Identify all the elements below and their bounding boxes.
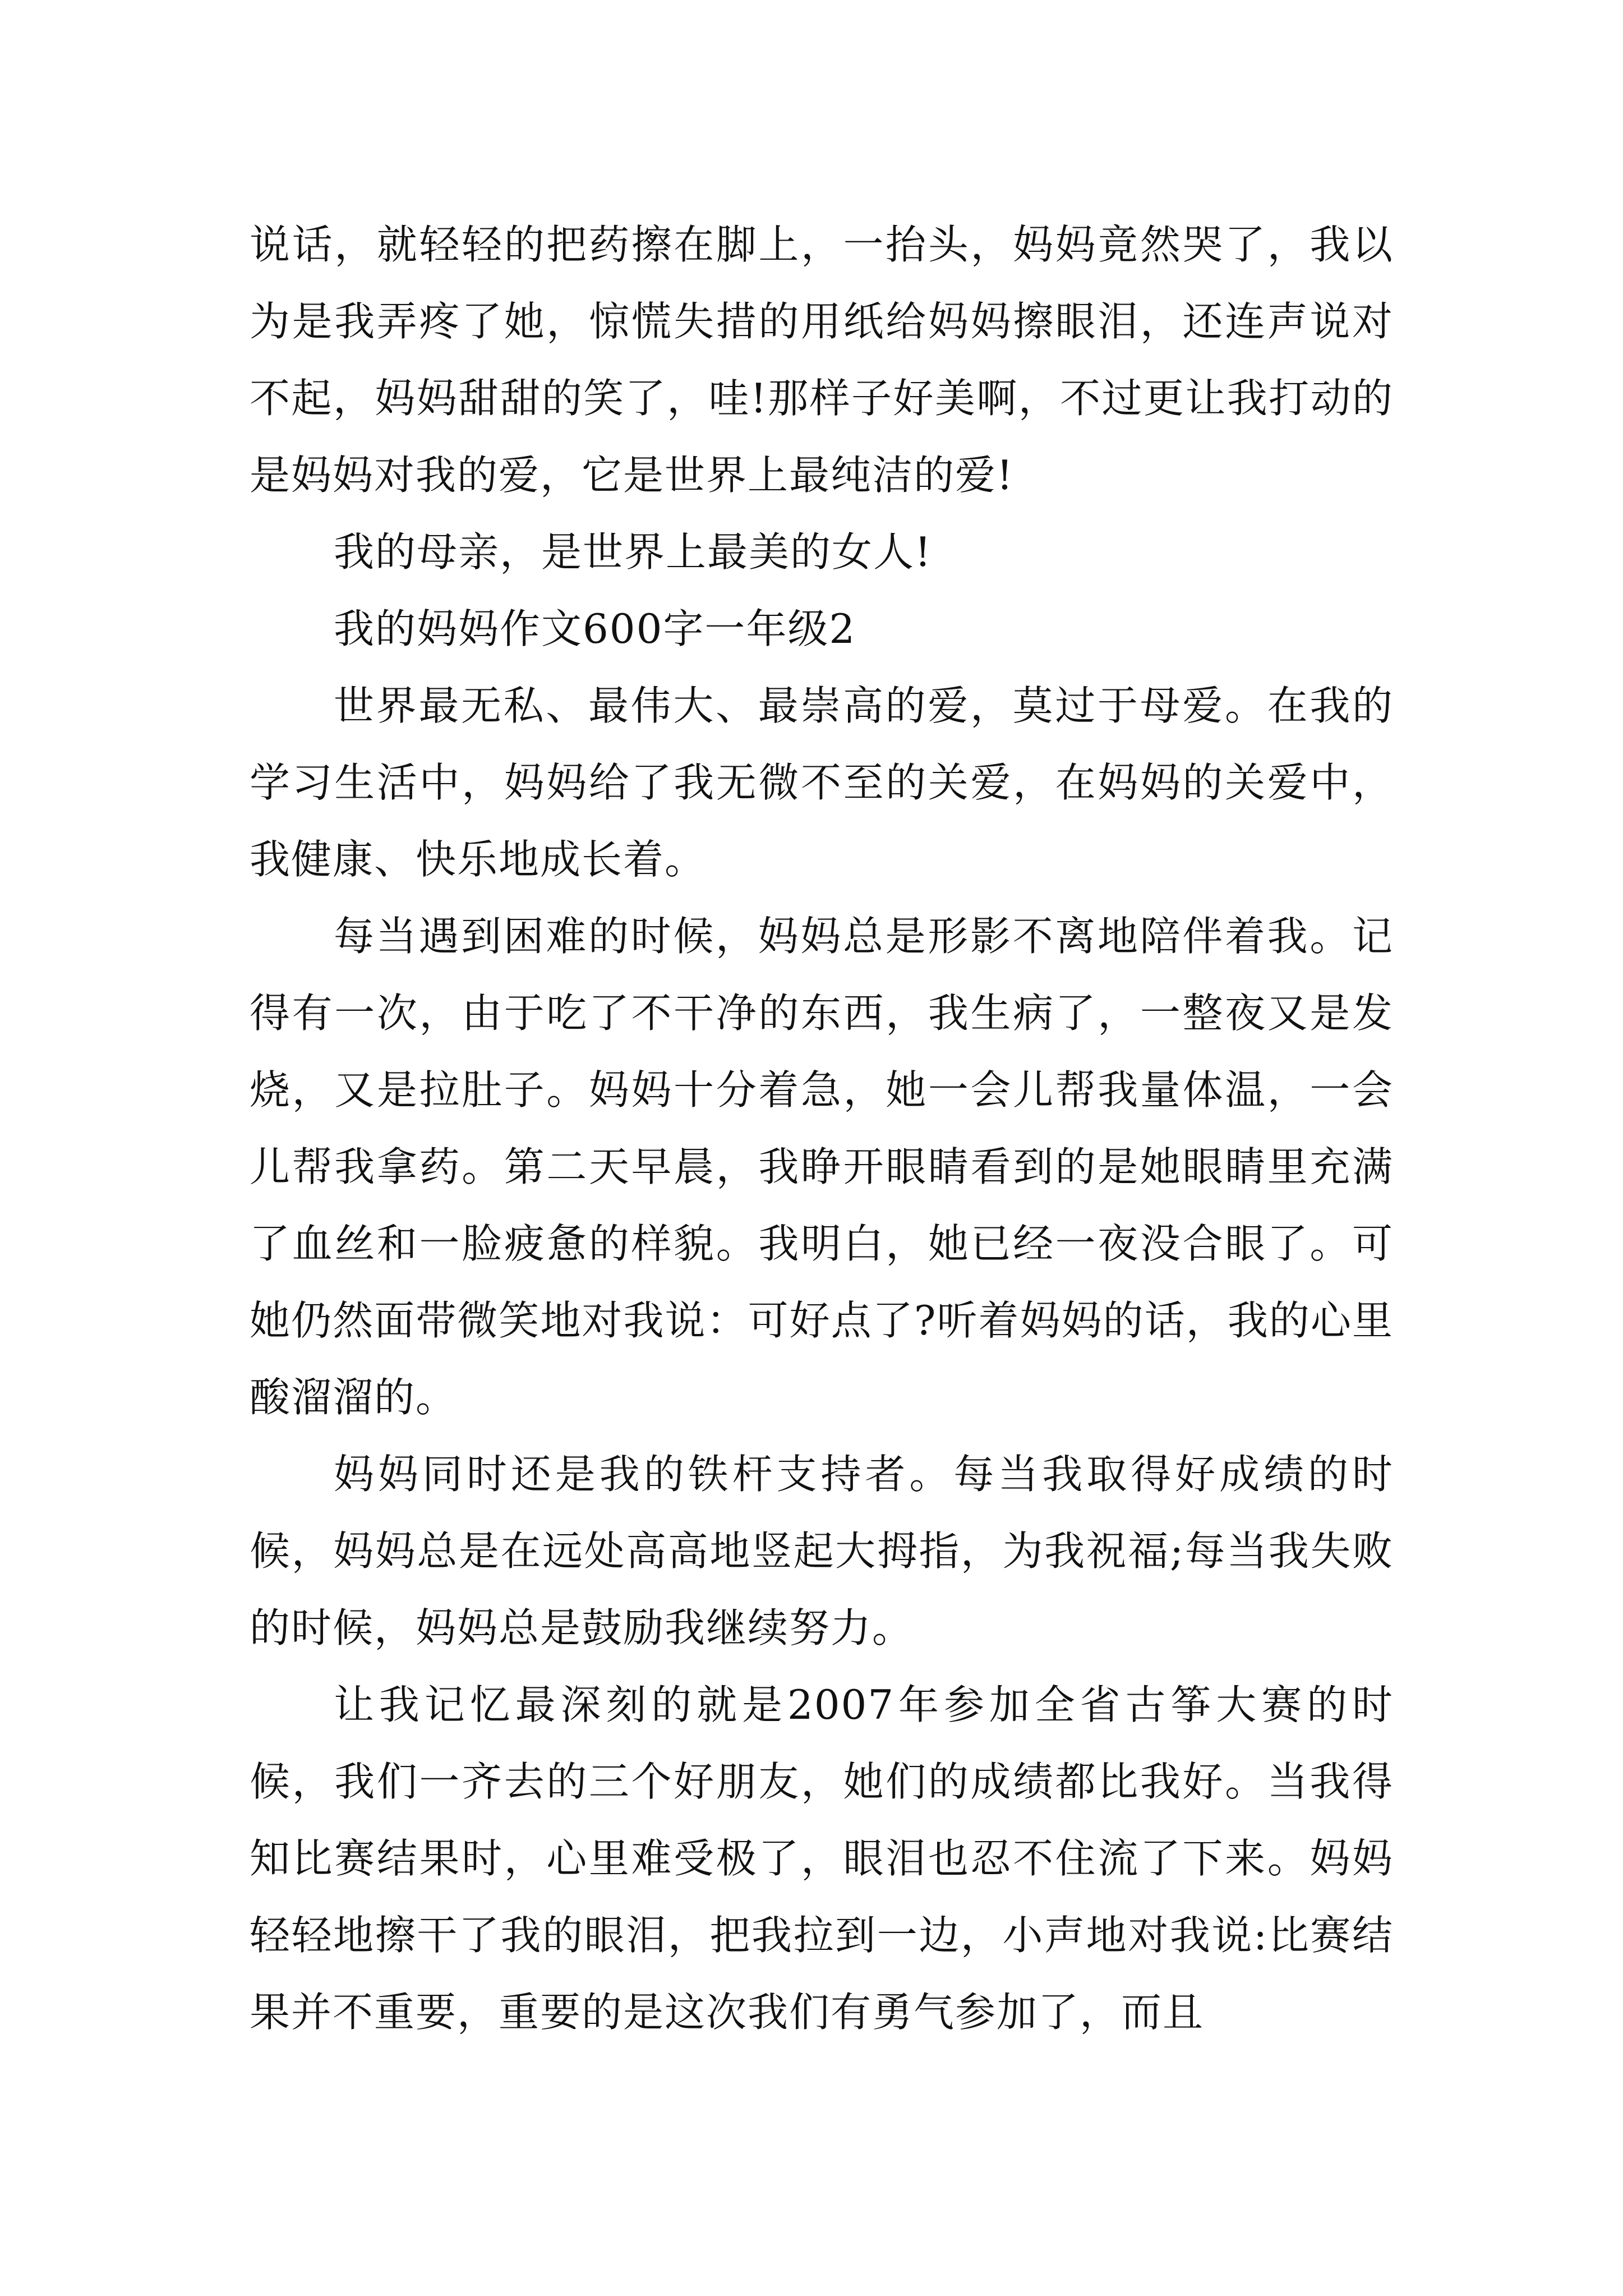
paragraph-1: 说话，就轻轻的把药擦在脚上，一抬头，妈妈竟然哭了，我以为是我弄疼了她，惊慌失措的用纸给妈妈擦眼泪，还连声说对不起，妈妈甜甜的笑了，哇!那样子好美啊，不过更让我打动的是妈妈对我的爱，它是世界上最纯洁的爱! — [250, 221, 1394, 499]
paragraph-4: 每当遇到困难的时候，妈妈总是形影不离地陪伴着我。记得有一次，由于吃了不干净的东西，我生病了，一整夜又是发烧，又是拉肚子。妈妈十分着急，她一会儿帮我量体温，一会儿帮我拿药。第二天早晨，我睁开眼睛看到的是她眼睛里充满了血丝和一脸疲惫的样貌。我明白，她已经一夜没合眼了。可她仍然面带微笑地对我说：可好点了?听着妈妈的话，我的心里酸溜溜的。 — [250, 913, 1394, 1421]
paragraph-2: 我的母亲，是世界上最美的女人! — [334, 528, 932, 576]
paragraph-6: 让我记忆最深刻的就是2007年参加全省古筝大赛的时候，我们一齐去的三个好朋友，她们的成绩都比我好。当我得知比赛结果时，心里难受极了，眼泪也忍不住流了下来。妈妈轻轻地擦干了我的眼泪，把我拉到一边，小声地对我说:比赛结果并不重要，重要的是这次我们有勇气参加了，而且 — [250, 1681, 1394, 2036]
essay-body — [250, 206, 1394, 2051]
paragraph-5: 妈妈同时还是我的铁杆支持者。每当我取得好成绩的时候，妈妈总是在远处高高地竖起大拇指，为我祝福;每当我失败的时候，妈妈总是鼓励我继续努力。 — [250, 1451, 1394, 1651]
essay-title: 我的妈妈作文600字一年级2 — [334, 605, 856, 652]
paragraph-3: 世界最无私、最伟大、最崇高的爱，莫过于母爱。在我的学习生活中，妈妈给了我无微不至的关爱，在妈妈的关爱中，我健康、快乐地成长着。 — [250, 682, 1394, 883]
